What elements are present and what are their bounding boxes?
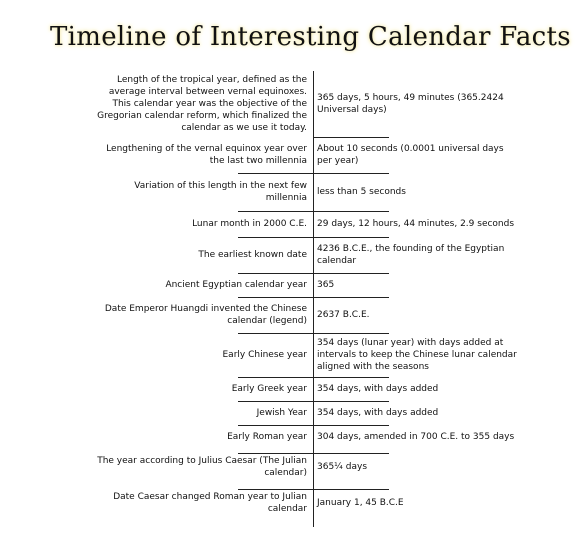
fact-value: less than 5 seconds: [317, 187, 406, 197]
row-divider: [238, 211, 389, 212]
fact-value: 365¼ days: [317, 462, 368, 472]
row-divider: [238, 377, 389, 378]
fact-value: 29 days, 12 hours, 44 minutes, 2.9 seconds: [317, 219, 515, 229]
fact-value: January 1, 45 B.C.E: [317, 498, 404, 508]
fact-value: 4236 B.C.E., the founding of the Egyptian calendar: [317, 244, 505, 266]
fact-value: 2637 B.C.E.: [317, 310, 370, 320]
fact-label: The year according to Julius Caesar (The Julian calendar): [97, 456, 307, 478]
fact-label: Early Greek year: [231, 384, 307, 394]
fact-label: Ancient Egyptian calendar year: [165, 280, 307, 290]
table-row: [93, 377, 517, 401]
row-divider: [238, 425, 389, 426]
row-divider: [238, 401, 389, 402]
row-divider: [238, 173, 389, 174]
fact-value: 354 days (lunar year) with days added at intervals to keep the Chinese lunar calendar aligned with the seasons: [317, 338, 517, 372]
table-row: [93, 333, 517, 377]
row-divider: [238, 453, 389, 454]
table-row: [93, 401, 517, 425]
table-row: [93, 237, 517, 273]
fact-value: 365 days, 5 hours, 49 minutes (365.2424 Universal days): [317, 93, 504, 115]
fact-label: Jewish Year: [256, 408, 307, 418]
column-divider: [313, 71, 314, 527]
fact-label: Date Caesar changed Roman year to Julian calendar: [113, 492, 307, 514]
table-row: [93, 449, 517, 485]
table-row: [93, 273, 517, 297]
fact-label: Variation of this length in the next few millennia: [134, 181, 307, 203]
fact-value: 354 days, with days added: [317, 408, 439, 418]
table-row: [93, 71, 517, 137]
fact-value: 304 days, amended in 700 C.E. to 355 days: [317, 432, 515, 442]
fact-value: 354 days, with days added: [317, 384, 439, 394]
fact-label: Date Emperor Huangdi invented the Chinese calendar (legend): [104, 304, 307, 326]
table-row: [93, 173, 517, 211]
fact-label: Lunar month in 2000 C.E.: [192, 219, 307, 229]
table-row: [93, 297, 517, 333]
table-row: [93, 425, 517, 449]
row-divider: [238, 489, 389, 490]
row-divider: [238, 273, 389, 274]
table-row: [93, 485, 517, 521]
fact-label: The earliest known date: [198, 250, 307, 260]
table-row: [93, 137, 517, 173]
table-row: [93, 211, 517, 237]
fact-label: Lengthening of the vernal equinox year over the last two millennia: [106, 144, 307, 166]
row-divider: [238, 333, 389, 334]
fact-value: 365: [317, 280, 335, 290]
row-divider: [238, 237, 389, 238]
row-divider: [313, 137, 389, 138]
fact-label: Length of the tropical year, defined as the average interval between vernal equinoxes. This calendar year was the objective of the Gregorian calendar reform, which finalized the calendar as we use it today.: [97, 75, 307, 133]
page-title: Timeline of Interesting Calendar Facts: [50, 22, 571, 52]
fact-label: Early Chinese year: [222, 350, 307, 360]
row-divider: [238, 297, 389, 298]
fact-label: Early Roman year: [227, 432, 307, 442]
fact-value: About 10 seconds (0.0001 universal days per year): [317, 144, 504, 166]
